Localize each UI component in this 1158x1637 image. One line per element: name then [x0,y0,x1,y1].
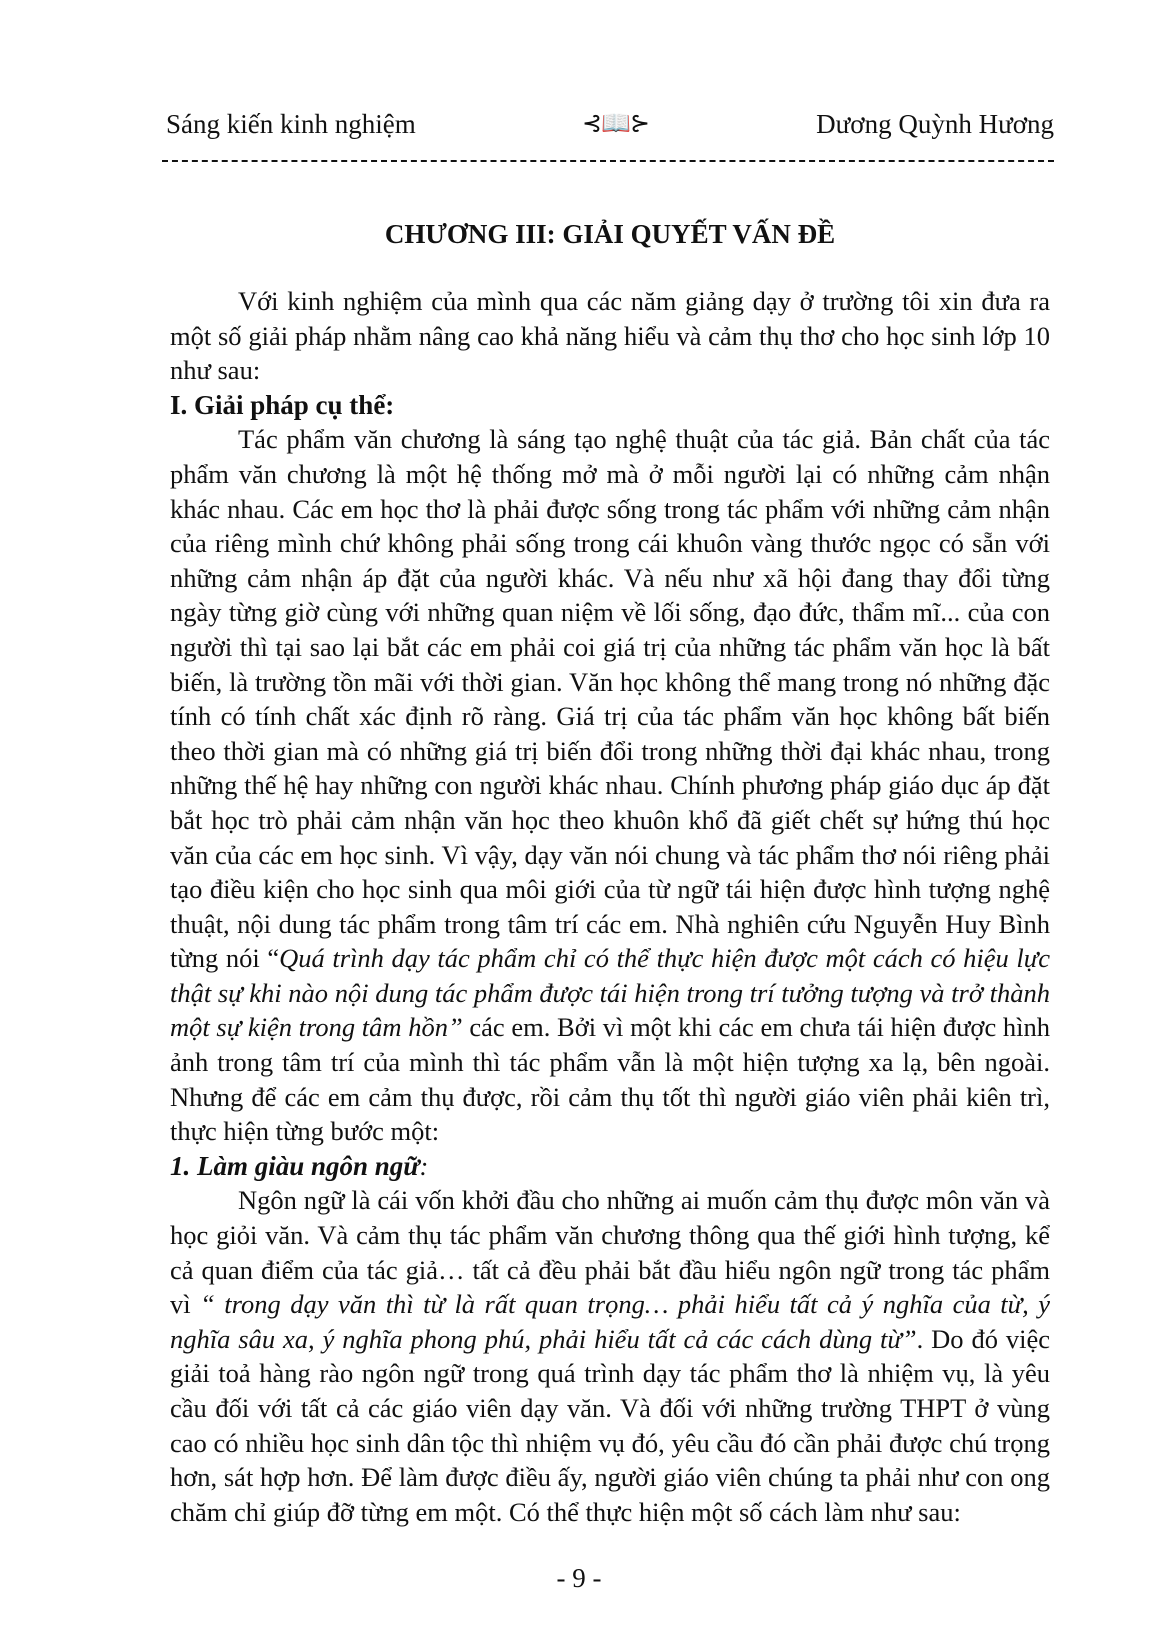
subsection-heading [170,1149,1050,1184]
subsection-text-end: . Do đó việc giải toả hàng rào ngôn ngữ trong quá trình dạy tác phẩm thơ là nhiệm vụ, là yêu cầu đối với tất cả các giáo viên dạy văn. Và đối với những trường THPT ở vùng cao có nhiều học sinh dân tộc thì nhiệm vụ đó, yêu cầu đó cần phải được chú trọng hơn, sát hợp hơn. Để làm được điều ấy, người giáo viên chúng ta phải như con ong chăm chỉ giúp đỡ từng em một. Có thể thực hiện một số cách làm như sau: [170,1323,1050,1527]
page-number: - 9 - [556,1563,602,1593]
paragraph-text: Tác phẩm văn chương là sáng tạo nghệ thuật của tác giả. Bản chất của tác phẩm văn chương là một hệ thống mở mà ở mỗi người lại có những cảm nhận khác nhau. Các em học thơ là phải được sống trong tác phẩm với những cảm nhận của riêng mình chứ không phải sống trong cái khuôn vàng thước ngọc có sẵn với những cảm nhận áp đặt của người khác. Và nếu như xã hội đang thay đổi từng ngày từng giờ cùng với những quan niệm về lối sống, đạo đức, thẩm mĩ... của con người thì tại sao lại bắt các em phải coi giá trị của những tác phẩm văn học là bất biến, là trường tồn mãi với thời gian. Văn học không thể mang trong nó những đặc tính có tính chất xác định rõ ràng. Giá trị của tác phẩm văn học không bất biến theo thời gian mà có những giá trị biến đổi trong những thời đại khác nhau, trong những thế hệ hay những con người khác nhau. Chính phương pháp giáo dục áp đặt bắt học trò phải cảm nhận văn học theo khuôn khổ đã giết chết sự hứng thú học văn của các em học sinh. Vì vậy, dạy văn nói chung và tác phẩm thơ nói riêng phải tạo điều kiện cho học sinh qua môi giới của từ ngữ tái hiện được hình tượng nghệ thuật, nội dung tác phẩm trong tâm trí các em. Nhà nghiên cứu Nguyễn Huy Bình từng nói “ [170,424,1050,974]
section-paragraph [170,422,1050,1148]
paragraph-text-end: các em. Bởi vì một khi các em chưa tái hiện được hình ảnh trong tâm trí của mình thì tác phẩm vẫn là một hiện tượng xa lạ, bên ngoài. Nhưng để các em cảm thụ được, rồi cảm thụ tốt thì người giáo viên phải kiên trì, thực hiện từng bước một: [170,1012,1050,1147]
document-body [170,216,1050,1529]
subsection-quote: “ trong dạy văn thì từ là rất quan trọng… phải hiểu tất cả ý nghĩa của từ, ý nghĩa sâu xa, ý nghĩa phong phú, phải hiểu tất cả các cách dùng từ” [170,1289,1050,1354]
subsection-heading-colon: : [419,1150,429,1181]
chapter-title: CHƯƠNG III: GIẢI QUYẾT VẤN ĐỀ [384,219,836,249]
header-left-title: Sáng kiến kinh nghiệm [166,109,416,139]
subsection-heading-text: 1. Làm giàu ngôn ngữ [170,1150,420,1181]
header-author: Dương Quỳnh Hương [816,109,1054,139]
subsection-paragraph [170,1183,1050,1529]
header-divider [162,160,1054,162]
section-heading-text: I. Giải pháp cụ thể: [170,389,395,420]
section-heading [170,388,1050,423]
running-header [166,106,1054,142]
quote-text: Quá trình dạy tác phẩm chỉ có thể thực hiện được một cách có hiệu lực thật sự khi nào nội dung tác phẩm được tái hiện trong trí tưởng tượng và trở thành một sự kiện trong tâm hồn” [170,943,1050,1043]
book-ornament-icon: ⊰📖⊱ [582,111,650,137]
subsection-text: Ngôn ngữ là cái vốn khởi đầu cho những ai muốn cảm thụ được môn văn và học giỏi văn. Và cảm thụ tác phẩm văn chương thông qua thế giới hình tượng, kể cả quan điểm của tác giả… tất cả đều phải bắt đầu hiểu ngôn ngữ trong tác phẩm vì [170,1185,1050,1320]
intro-paragraph: Với kinh nghiệm của mình qua các năm giảng dạy ở trường tôi xin đưa ra một số giải pháp nhằm nâng cao khả năng hiểu và cảm thụ thơ cho học sinh lớp 10 như sau: [170,286,1050,386]
